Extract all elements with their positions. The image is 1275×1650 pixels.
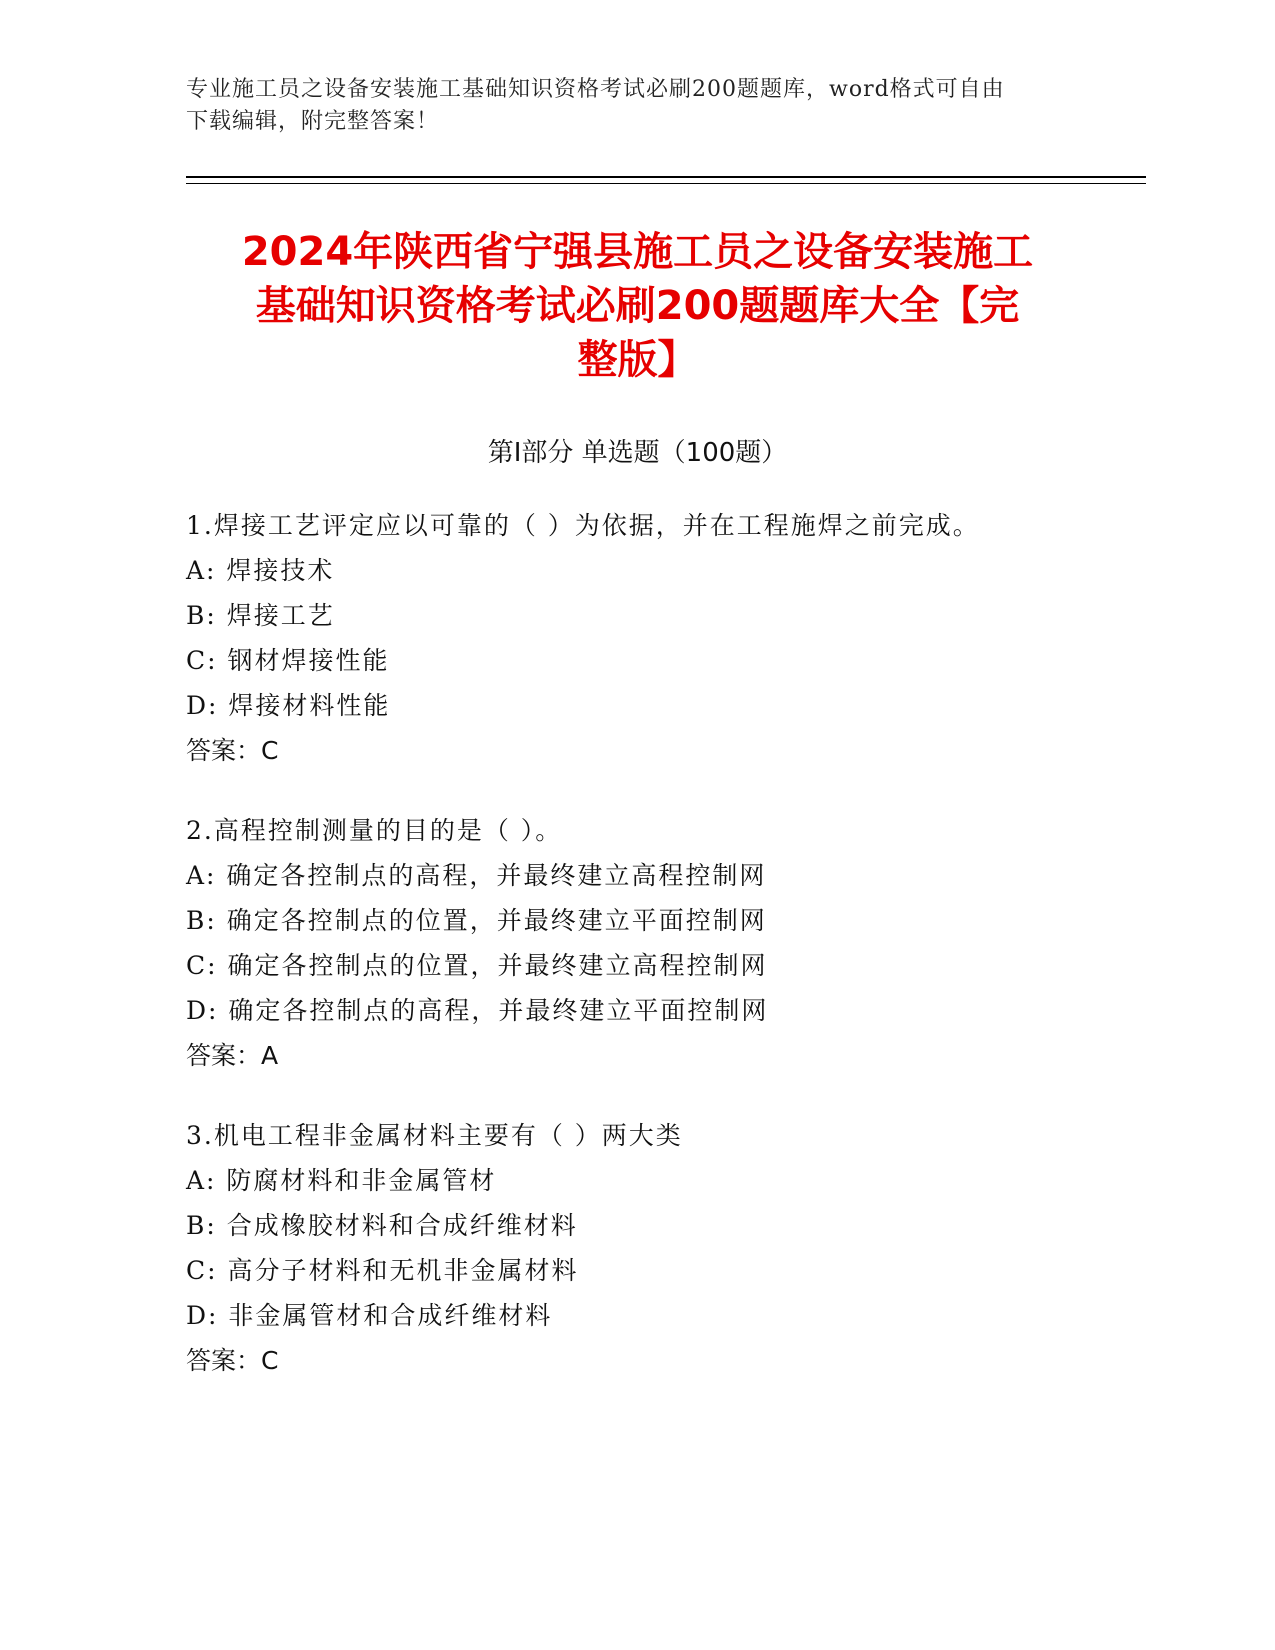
- option-a: A: 焊接技术: [186, 556, 335, 585]
- header-divider-top: [186, 176, 1146, 178]
- answer: 答案：C: [186, 736, 279, 765]
- title-line-1: 2024年陕西省宁强县施工员之设备安装施工: [241, 229, 1034, 275]
- option-b: B: 焊接工艺: [186, 601, 335, 630]
- question-1: [186, 503, 1186, 773]
- option-c: C: 确定各控制点的位置，并最终建立高程控制网: [186, 951, 768, 980]
- header-divider-bottom: [186, 183, 1146, 184]
- answer: 答案：A: [186, 1041, 279, 1070]
- title-line-2: 基础知识资格考试必刷200题题库大全【完: [255, 283, 1020, 329]
- option-c: C: 高分子材料和无机非金属材料: [186, 1256, 579, 1285]
- option-b: B: 合成橡胶材料和合成纤维材料: [186, 1211, 578, 1240]
- document-title: [150, 225, 1125, 387]
- question-stem: 1.焊接工艺评定应以可靠的（ ）为依据，并在工程施焊之前完成。: [186, 511, 980, 540]
- option-d: D: 确定各控制点的高程，并最终建立平面控制网: [186, 996, 769, 1025]
- option-b: B: 确定各控制点的位置，并最终建立平面控制网: [186, 906, 767, 935]
- answer: 答案：C: [186, 1346, 279, 1375]
- header-line-2: 下载编辑，附完整答案！: [186, 109, 440, 134]
- title-line-3: 整版】: [577, 337, 698, 383]
- question-3: [186, 1113, 1186, 1383]
- option-d: D: 非金属管材和合成纤维材料: [186, 1301, 553, 1330]
- question-stem: 2.高程控制测量的目的是（ ）。: [186, 816, 563, 845]
- header-line-1: 专业施工员之设备安装施工基础知识资格考试必刷200题题库，word格式可自由: [186, 77, 1005, 102]
- section-heading: 第I部分 单选题（100题）: [487, 438, 788, 468]
- page-header: [186, 74, 1086, 138]
- question-2: [186, 808, 1186, 1078]
- option-c: C: 钢材焊接性能: [186, 646, 390, 675]
- option-a: A: 确定各控制点的高程，并最终建立高程控制网: [186, 861, 767, 890]
- option-d: D: 焊接材料性能: [186, 691, 391, 720]
- option-a: A: 防腐材料和非金属管材: [186, 1166, 497, 1195]
- question-stem: 3.机电工程非金属材料主要有（ ）两大类: [186, 1121, 683, 1150]
